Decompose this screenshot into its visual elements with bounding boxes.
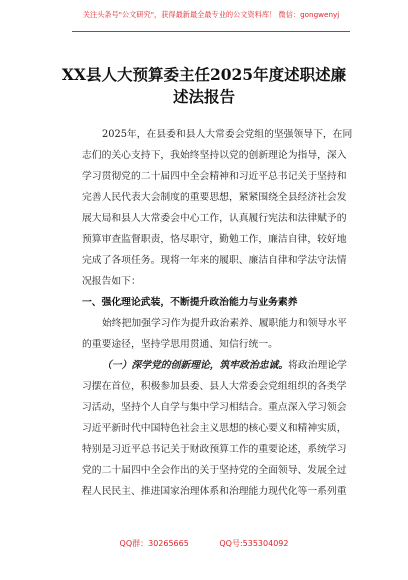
paragraph-line: 完成了各项任务。现将一年来的履职、廉洁自律和学法守法情 xyxy=(82,255,347,266)
header-banner-text: 关注头条号"公文研究"，获得最新最全最专业的公文资料库！ 微信：gongwenyj xyxy=(82,10,340,19)
paragraph-line: 党的二十届四中全会作出的关于坚持党的全面领导、发展全过 xyxy=(82,465,347,476)
paragraph-line: 况报告如下： xyxy=(82,276,141,287)
footer-qq-number: QQ号:535304092 xyxy=(219,539,289,548)
header-banner xyxy=(72,6,350,42)
paragraph-line: 习活动，坚持个人自学与集中学习相结合。重点深入学习领会 xyxy=(82,402,347,413)
paragraph-line: 完善人民代表大会制度的重要思想，紧紧围绕全县经济社会发 xyxy=(82,192,347,203)
sub-section-heading: （一）深学党的创新理论，筑牢政治忠诚。 xyxy=(102,360,289,371)
paragraph-line: 志们的关心支持下，我始终坚持以党的创新理论为指导，深入 xyxy=(82,150,347,161)
sub-section-text: 将政治理论学 xyxy=(288,360,347,371)
document-title xyxy=(40,64,368,108)
paragraph-line: 学习贯彻党的二十届四中全会精神和习近平总书记关于坚持和 xyxy=(82,171,347,182)
paragraph-line: 习近平新时代中国特色社会主义思想的核心要义和精神实质， xyxy=(82,423,347,434)
paragraph-line: 始终把加强学习作为提升政治素养、履职能力和领导水平 xyxy=(102,318,347,329)
document-body xyxy=(82,124,353,502)
paragraph-line: 预算审查监督职责，恪尽职守，勤勉工作，廉洁自律，较好地 xyxy=(82,234,347,245)
title-line-2: 述法报告 xyxy=(172,87,235,106)
paragraph-line: 的重要途径，坚持学思用贯通、知信行统一。 xyxy=(82,339,278,350)
title-line-1: XX县人大预算委主任2025年度述职述廉 xyxy=(61,65,347,84)
paragraph-line: 特别是习近平总书记关于财政预算工作的重要论述，系统学习 xyxy=(82,444,347,455)
paragraph-line: 习摆在首位，积极参加县委、县人大常委会党组组织的各类学 xyxy=(82,381,347,392)
paragraph-line: 2025年，在县委和县人大常委会党组的坚强领导下，在同 xyxy=(102,129,353,140)
paragraph-line: 展大局和县人大常委会中心工作，认真履行宪法和法律赋予的 xyxy=(82,213,347,224)
footer-qq-group: QQ群：30265665 xyxy=(119,539,189,548)
paragraph-line: 程人民民主、推进国家治理体系和治理能力现代化等一系列重 xyxy=(82,486,347,497)
sub-section-line xyxy=(82,355,347,376)
section-heading: 一、强化理论武装，不断提升政治能力与业务素养 xyxy=(82,297,298,308)
header-divider xyxy=(72,31,350,32)
footer xyxy=(0,538,408,549)
